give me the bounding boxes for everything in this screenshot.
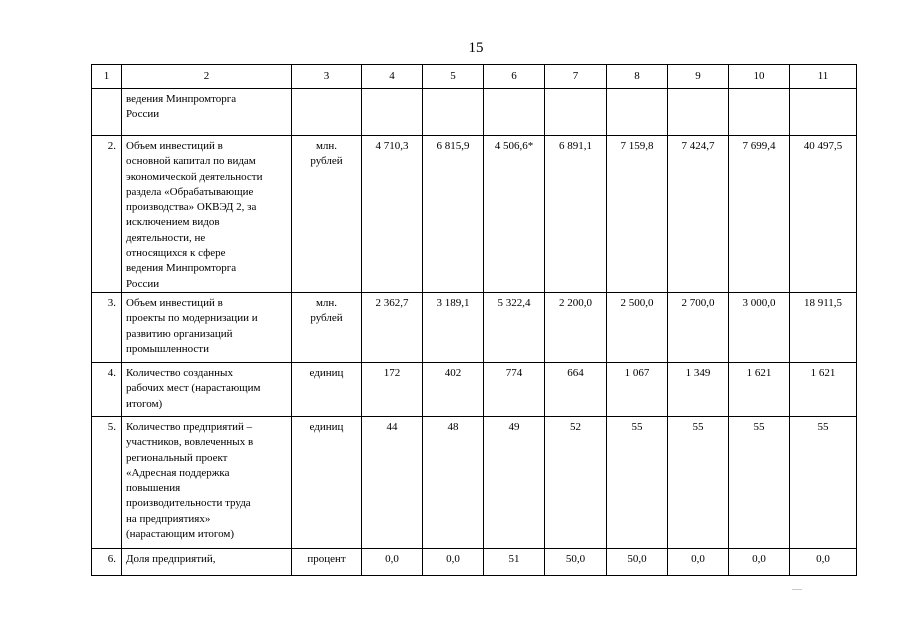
value-cell: 774 <box>484 363 545 417</box>
value-cell: 664 <box>545 363 607 417</box>
value-cell: 55 <box>668 417 729 549</box>
value-cell: 0,0 <box>423 549 484 576</box>
value-cell: 172 <box>362 363 423 417</box>
unit-cell <box>292 136 362 293</box>
name-line: производства» ОКВЭД 2, за <box>126 201 257 214</box>
unit-line: единиц <box>309 367 344 379</box>
value-cell: 4 506,6* <box>484 136 545 293</box>
value-cell: 5 322,4 <box>484 293 545 363</box>
name-line: России <box>126 277 160 290</box>
value-cell: 2 200,0 <box>545 293 607 363</box>
name-line: деятельности, не <box>126 231 206 244</box>
row-number-cell <box>92 89 122 136</box>
value-cell: 2 700,0 <box>668 293 729 363</box>
name-line: Объем инвестиций в <box>126 297 223 309</box>
name-line: «Адресная поддержка <box>126 466 230 479</box>
value-cell <box>729 89 790 136</box>
name-line: (нарастающим итогом) <box>126 528 235 541</box>
header-cell: 8 <box>607 65 668 89</box>
name-line: Доля предприятий, <box>126 553 216 565</box>
value-cell: 7 699,4 <box>729 136 790 293</box>
name-line: России <box>126 108 160 121</box>
name-line: ведения Минпромторга <box>126 93 237 105</box>
unit-line: млн. <box>315 297 338 309</box>
value-cell: 18 911,5 <box>790 293 857 363</box>
name-line: исключением видов <box>126 216 220 229</box>
value-cell: 52 <box>545 417 607 549</box>
value-cell <box>607 89 668 136</box>
value-cell <box>790 89 857 136</box>
value-cell: 1 621 <box>729 363 790 417</box>
header-cell: 3 <box>292 65 362 89</box>
header-cell: 6 <box>484 65 545 89</box>
unit-line: процент <box>307 553 346 565</box>
name-line: ведения Минпромторга <box>126 262 237 275</box>
header-cell: 2 <box>122 65 292 89</box>
name-line: Объем инвестиций в <box>126 140 223 152</box>
name-line: относящихся к сфере <box>126 247 226 260</box>
value-cell: 3 189,1 <box>423 293 484 363</box>
name-line: проекты по модернизации и <box>126 312 258 325</box>
header-cell: 10 <box>729 65 790 89</box>
header-cell: 11 <box>790 65 857 89</box>
value-cell: 2 500,0 <box>607 293 668 363</box>
table-row <box>92 136 857 293</box>
value-cell: 1 621 <box>790 363 857 417</box>
name-line: развитию организаций <box>126 327 233 340</box>
value-cell: 44 <box>362 417 423 549</box>
name-line: рабочих мест (нарастающим <box>126 382 261 395</box>
unit-line: млн. <box>315 140 338 152</box>
table-row <box>92 89 857 136</box>
name-line: участников, вовлеченных в <box>126 436 254 449</box>
value-cell: 6 891,1 <box>545 136 607 293</box>
indicator-name-cell <box>122 136 292 293</box>
unit-cell <box>292 89 362 136</box>
name-line: региональный проект <box>126 451 228 464</box>
row-number-cell: 5. <box>92 417 122 549</box>
name-line: производительности труда <box>126 497 251 510</box>
value-cell: 3 000,0 <box>729 293 790 363</box>
value-cell: 50,0 <box>545 549 607 576</box>
value-cell: 55 <box>790 417 857 549</box>
name-line: Количество созданных <box>126 367 233 379</box>
name-line: Количество предприятий – <box>126 421 253 433</box>
header-cell: 5 <box>423 65 484 89</box>
unit-cell <box>292 363 362 417</box>
unit-line: рублей <box>310 155 343 168</box>
value-cell: 40 497,5 <box>790 136 857 293</box>
table-row <box>92 549 857 576</box>
name-line: раздела «Обрабатывающие <box>126 185 254 198</box>
table-row <box>92 363 857 417</box>
header-cell: 7 <box>545 65 607 89</box>
value-cell: 49 <box>484 417 545 549</box>
name-line: повышения <box>126 482 181 495</box>
value-cell: 7 424,7 <box>668 136 729 293</box>
row-number-cell: 4. <box>92 363 122 417</box>
table-row <box>92 417 857 549</box>
row-number-cell: 6. <box>92 549 122 576</box>
name-line: основной капитал по видам <box>126 155 256 168</box>
value-cell <box>423 89 484 136</box>
unit-line: единиц <box>309 421 344 433</box>
value-cell: 50,0 <box>607 549 668 576</box>
value-cell: 1 067 <box>607 363 668 417</box>
name-line: промышленности <box>126 342 209 355</box>
value-cell: 51 <box>484 549 545 576</box>
indicator-name-cell <box>122 293 292 363</box>
value-cell <box>362 89 423 136</box>
scan-artifact <box>792 589 802 590</box>
unit-cell <box>292 293 362 363</box>
indicator-name-cell <box>122 417 292 549</box>
header-cell: 1 <box>92 65 122 89</box>
value-cell: 0,0 <box>668 549 729 576</box>
value-cell <box>545 89 607 136</box>
value-cell: 0,0 <box>790 549 857 576</box>
value-cell: 6 815,9 <box>423 136 484 293</box>
table-header-row <box>92 65 857 89</box>
name-line: экономической деятельности <box>126 170 263 183</box>
value-cell: 0,0 <box>729 549 790 576</box>
value-cell: 402 <box>423 363 484 417</box>
indicator-name-cell <box>122 549 292 576</box>
value-cell: 0,0 <box>362 549 423 576</box>
value-cell: 55 <box>607 417 668 549</box>
indicators-table <box>91 64 857 576</box>
value-cell: 55 <box>729 417 790 549</box>
value-cell: 7 159,8 <box>607 136 668 293</box>
value-cell: 1 349 <box>668 363 729 417</box>
row-number-cell: 3. <box>92 293 122 363</box>
page-number: 15 <box>468 40 484 56</box>
value-cell <box>668 89 729 136</box>
value-cell: 4 710,3 <box>362 136 423 293</box>
unit-cell <box>292 549 362 576</box>
value-cell: 2 362,7 <box>362 293 423 363</box>
name-line: итогом) <box>126 397 163 410</box>
value-cell <box>484 89 545 136</box>
unit-line: рублей <box>310 312 343 325</box>
indicator-name-cell <box>122 363 292 417</box>
header-cell: 4 <box>362 65 423 89</box>
header-cell: 9 <box>668 65 729 89</box>
indicator-name-cell <box>122 89 292 136</box>
table-row <box>92 293 857 363</box>
value-cell: 48 <box>423 417 484 549</box>
row-number-cell: 2. <box>92 136 122 293</box>
unit-cell <box>292 417 362 549</box>
name-line: на предприятиях» <box>126 512 211 525</box>
